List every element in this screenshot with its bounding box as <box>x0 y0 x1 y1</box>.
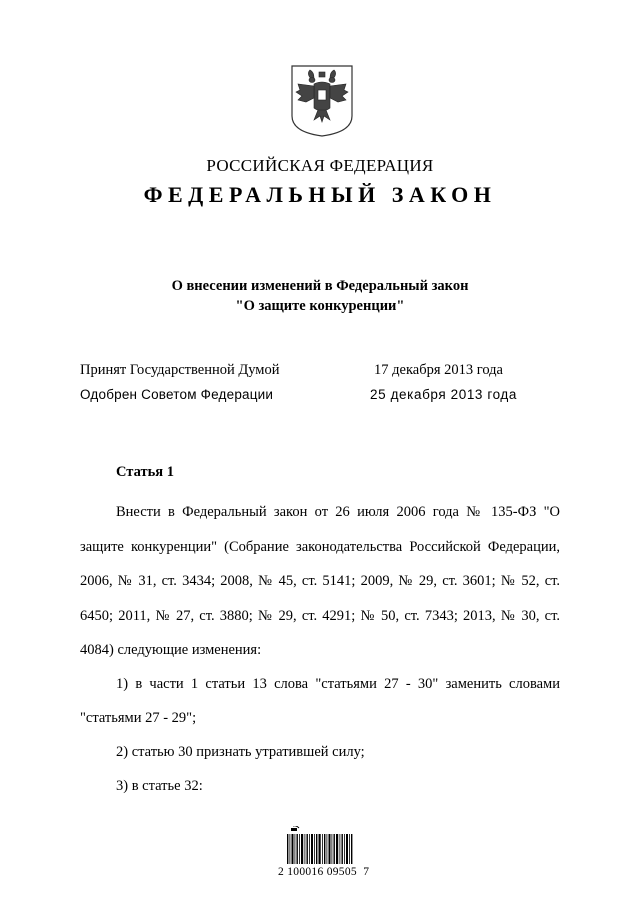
duma-adoption-label: Принят Государственной Думой <box>80 362 280 378</box>
law-subject-line-2: "О защите конкуренции" <box>235 298 405 314</box>
article-title: Статья 1 <box>116 464 174 480</box>
amendment-item-1: 1) в части 1 статьи 13 слова "статьями 27 - 30" заменить словами <box>116 676 560 692</box>
duma-adoption-date: 17 декабря 2013 года <box>374 362 503 378</box>
barcode-number: 2 100016 09505 7 <box>278 866 370 878</box>
amendment-item-1-continued: "статьями 27 - 29"; <box>80 710 197 726</box>
amendment-item-2: 2) статью 30 признать утратившей силу; <box>116 744 365 760</box>
barcode-icon <box>287 826 353 866</box>
council-approval-date: 25 декабря 2013 года <box>370 387 518 402</box>
amendment-item-3: 3) в статье 32: <box>116 778 203 794</box>
law-subject-line-1: О внесении изменений в Федеральный закон <box>171 278 469 294</box>
council-approval-label: Одобрен Советом Федерации <box>80 387 274 402</box>
double-headed-eagle-icon <box>290 64 354 138</box>
article-intro-paragraph: Внести в Федеральный закон от 26 июля 2006 года № 135-ФЗ "О защите конкуренции" (Собрание законодательства Российской Федерации, 2006, № 31, ст. 3434; 2008, № 45, ст. 5141; 2009, № 29, ст. 3601; № 52, ст. 6450; 2011, № 27, ст. 3880; № 29, ст. 4291; № 50, ст. 7343; 2013, № 30, ст. 4084) следующие изменения: <box>80 504 560 658</box>
law-subject <box>0 276 640 316</box>
country-name: РОССИЙСКАЯ ФЕДЕРАЦИЯ <box>206 156 434 175</box>
document-type-title: ФЕДЕРАЛЬНЫЙ ЗАКОН <box>143 182 497 207</box>
